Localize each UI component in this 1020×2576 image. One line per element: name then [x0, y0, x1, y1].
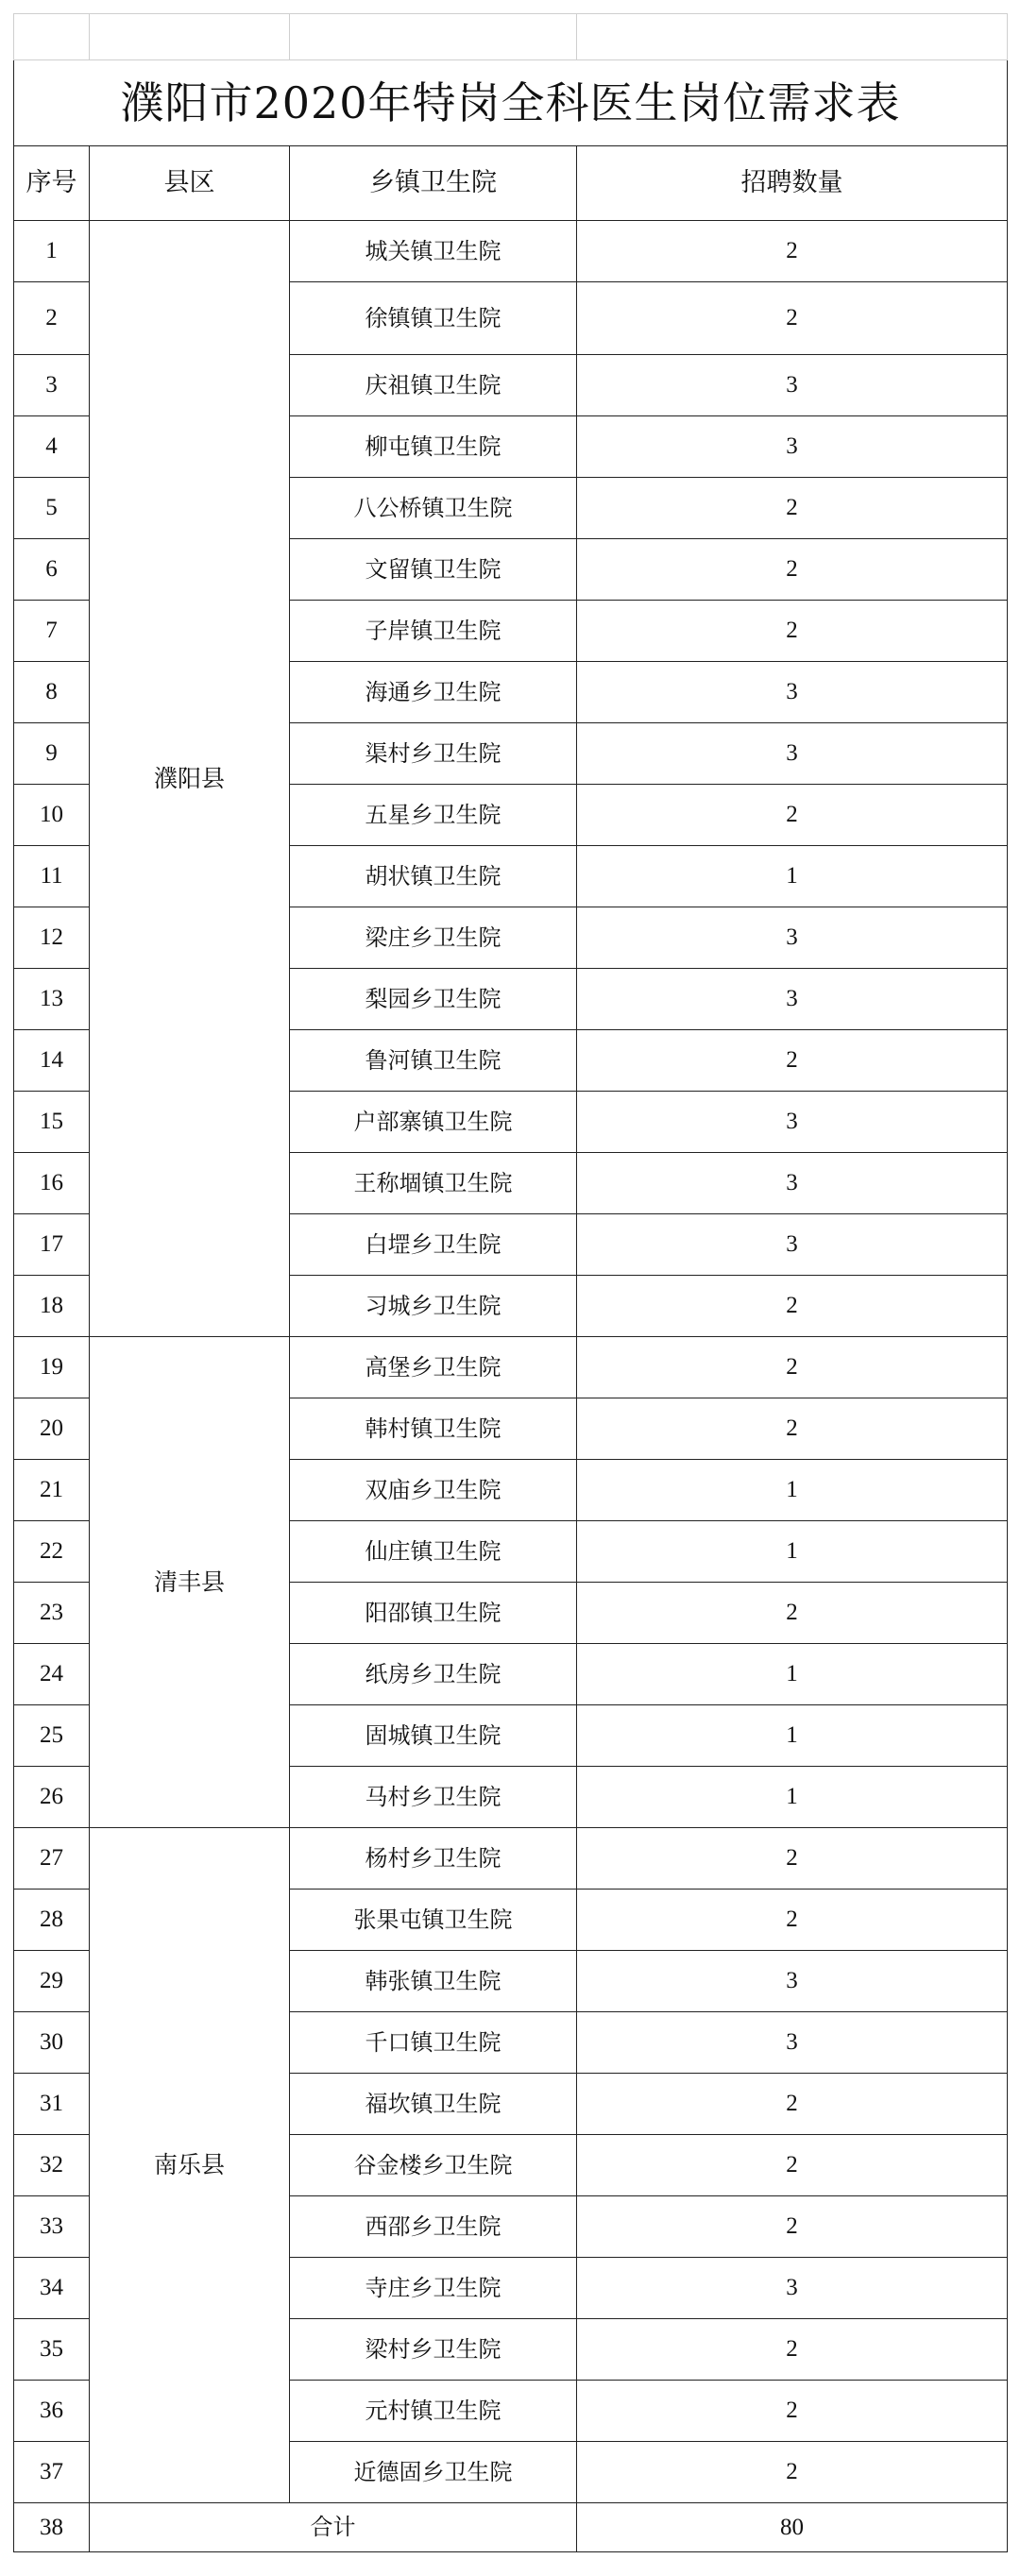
- hospital-name: 渠村乡卫生院: [290, 723, 577, 785]
- table-title: 濮阳市2020年特岗全科医生岗位需求表: [14, 60, 1008, 146]
- row-index: 32: [14, 2135, 90, 2196]
- hire-count: 2: [577, 1030, 1008, 1092]
- table-row: [14, 1337, 1008, 1398]
- hospital-name: 张果屯镇卫生院: [290, 1890, 577, 1951]
- hire-count: 2: [577, 539, 1008, 601]
- hire-count: 3: [577, 2012, 1008, 2074]
- hospital-name: 韩村镇卫生院: [290, 1398, 577, 1460]
- blank-top-row: [14, 14, 1008, 60]
- row-index: 1: [14, 221, 90, 282]
- hospital-name: 梁村乡卫生院: [290, 2319, 577, 2381]
- hospital-name: 柳屯镇卫生院: [290, 416, 577, 478]
- document-sheet: [13, 13, 1007, 2552]
- row-index: 20: [14, 1398, 90, 1460]
- hospital-name: 子岸镇卫生院: [290, 601, 577, 662]
- hospital-name: 王称堌镇卫生院: [290, 1153, 577, 1214]
- hospital-name: 福坎镇卫生院: [290, 2074, 577, 2135]
- hire-count: 2: [577, 1583, 1008, 1644]
- row-index: 35: [14, 2319, 90, 2381]
- hire-count: 2: [577, 1398, 1008, 1460]
- hire-count: 3: [577, 969, 1008, 1030]
- row-index: 29: [14, 1951, 90, 2012]
- hire-count: 2: [577, 601, 1008, 662]
- hospital-name: 习城乡卫生院: [290, 1276, 577, 1337]
- row-index: 16: [14, 1153, 90, 1214]
- hospital-name: 胡状镇卫生院: [290, 846, 577, 907]
- hospital-name: 近德固乡卫生院: [290, 2442, 577, 2503]
- blank-cell: [14, 14, 90, 60]
- hospital-name: 寺庄乡卫生院: [290, 2258, 577, 2319]
- hospital-name: 西邵乡卫生院: [290, 2196, 577, 2258]
- demand-table: [13, 13, 1008, 2552]
- county-cell-nanle: 南乐县: [90, 1828, 290, 2503]
- hire-count: 3: [577, 416, 1008, 478]
- hire-count: 2: [577, 2442, 1008, 2503]
- hire-count: 2: [577, 2135, 1008, 2196]
- row-index: 11: [14, 846, 90, 907]
- row-index: 24: [14, 1644, 90, 1705]
- total-count: 80: [577, 2503, 1008, 2552]
- row-index: 2: [14, 282, 90, 355]
- hospital-name: 双庙乡卫生院: [290, 1460, 577, 1521]
- county-cell-qingfeng: 清丰县: [90, 1337, 290, 1828]
- row-index: 23: [14, 1583, 90, 1644]
- hospital-name: 鲁河镇卫生院: [290, 1030, 577, 1092]
- row-index: 5: [14, 478, 90, 539]
- hospital-name: 高堡乡卫生院: [290, 1337, 577, 1398]
- table-row: [14, 221, 1008, 282]
- hire-count: 2: [577, 1828, 1008, 1890]
- hospital-name: 固城镇卫生院: [290, 1705, 577, 1767]
- hospital-name: 庆祖镇卫生院: [290, 355, 577, 416]
- hire-count: 1: [577, 1644, 1008, 1705]
- hospital-name: 梨园乡卫生院: [290, 969, 577, 1030]
- hire-count: 2: [577, 2381, 1008, 2442]
- hire-count: 3: [577, 1951, 1008, 2012]
- row-index: 36: [14, 2381, 90, 2442]
- hire-count: 2: [577, 1276, 1008, 1337]
- header-county: 县区: [90, 146, 290, 221]
- hire-count: 3: [577, 723, 1008, 785]
- header-index: 序号: [14, 146, 90, 221]
- header-hospital: 乡镇卫生院: [290, 146, 577, 221]
- row-index: 9: [14, 723, 90, 785]
- hire-count: 3: [577, 1153, 1008, 1214]
- hospital-name: 仙庄镇卫生院: [290, 1521, 577, 1583]
- header-row: [14, 146, 1008, 221]
- hospital-name: 梁庄乡卫生院: [290, 907, 577, 969]
- hire-count: 3: [577, 2258, 1008, 2319]
- hire-count: 3: [577, 1092, 1008, 1153]
- hospital-name: 杨村乡卫生院: [290, 1828, 577, 1890]
- hospital-name: 五星乡卫生院: [290, 785, 577, 846]
- hire-count: 3: [577, 355, 1008, 416]
- row-index: 33: [14, 2196, 90, 2258]
- hospital-name: 八公桥镇卫生院: [290, 478, 577, 539]
- total-label: 合计: [90, 2503, 577, 2552]
- hire-count: 1: [577, 846, 1008, 907]
- blank-cell: [577, 14, 1008, 60]
- row-index: 37: [14, 2442, 90, 2503]
- blank-cell: [90, 14, 290, 60]
- row-index: 26: [14, 1767, 90, 1828]
- row-index: 21: [14, 1460, 90, 1521]
- hire-count: 2: [577, 1890, 1008, 1951]
- hospital-name: 千口镇卫生院: [290, 2012, 577, 2074]
- row-index: 34: [14, 2258, 90, 2319]
- hospital-name: 文留镇卫生院: [290, 539, 577, 601]
- row-index: 15: [14, 1092, 90, 1153]
- blank-cell: [290, 14, 577, 60]
- total-index: 38: [14, 2503, 90, 2552]
- row-index: 27: [14, 1828, 90, 1890]
- hire-count: 2: [577, 2319, 1008, 2381]
- total-row: [14, 2503, 1008, 2552]
- hire-count: 2: [577, 1337, 1008, 1398]
- row-index: 10: [14, 785, 90, 846]
- hire-count: 2: [577, 478, 1008, 539]
- hire-count: 2: [577, 282, 1008, 355]
- hire-count: 3: [577, 1214, 1008, 1276]
- hire-count: 1: [577, 1705, 1008, 1767]
- row-index: 14: [14, 1030, 90, 1092]
- hire-count: 1: [577, 1460, 1008, 1521]
- table-row: [14, 1828, 1008, 1890]
- row-index: 28: [14, 1890, 90, 1951]
- row-index: 13: [14, 969, 90, 1030]
- hire-count: 1: [577, 1521, 1008, 1583]
- row-index: 30: [14, 2012, 90, 2074]
- hospital-name: 韩张镇卫生院: [290, 1951, 577, 2012]
- row-index: 7: [14, 601, 90, 662]
- hospital-name: 徐镇镇卫生院: [290, 282, 577, 355]
- header-count: 招聘数量: [577, 146, 1008, 221]
- row-index: 4: [14, 416, 90, 478]
- hospital-name: 白堽乡卫生院: [290, 1214, 577, 1276]
- row-index: 12: [14, 907, 90, 969]
- row-index: 3: [14, 355, 90, 416]
- row-index: 6: [14, 539, 90, 601]
- row-index: 19: [14, 1337, 90, 1398]
- row-index: 18: [14, 1276, 90, 1337]
- row-index: 22: [14, 1521, 90, 1583]
- hospital-name: 纸房乡卫生院: [290, 1644, 577, 1705]
- hire-count: 3: [577, 907, 1008, 969]
- hospital-name: 马村乡卫生院: [290, 1767, 577, 1828]
- hire-count: 1: [577, 1767, 1008, 1828]
- hire-count: 2: [577, 2196, 1008, 2258]
- row-index: 17: [14, 1214, 90, 1276]
- hospital-name: 元村镇卫生院: [290, 2381, 577, 2442]
- hospital-name: 阳邵镇卫生院: [290, 1583, 577, 1644]
- hospital-name: 户部寨镇卫生院: [290, 1092, 577, 1153]
- row-index: 31: [14, 2074, 90, 2135]
- hospital-name: 海通乡卫生院: [290, 662, 577, 723]
- hospital-name: 谷金楼乡卫生院: [290, 2135, 577, 2196]
- hire-count: 2: [577, 221, 1008, 282]
- row-index: 8: [14, 662, 90, 723]
- hospital-name: 城关镇卫生院: [290, 221, 577, 282]
- title-row: [14, 60, 1008, 146]
- row-index: 25: [14, 1705, 90, 1767]
- county-cell-puyang: 濮阳县: [90, 221, 290, 1337]
- hire-count: 2: [577, 2074, 1008, 2135]
- hire-count: 3: [577, 662, 1008, 723]
- hire-count: 2: [577, 785, 1008, 846]
